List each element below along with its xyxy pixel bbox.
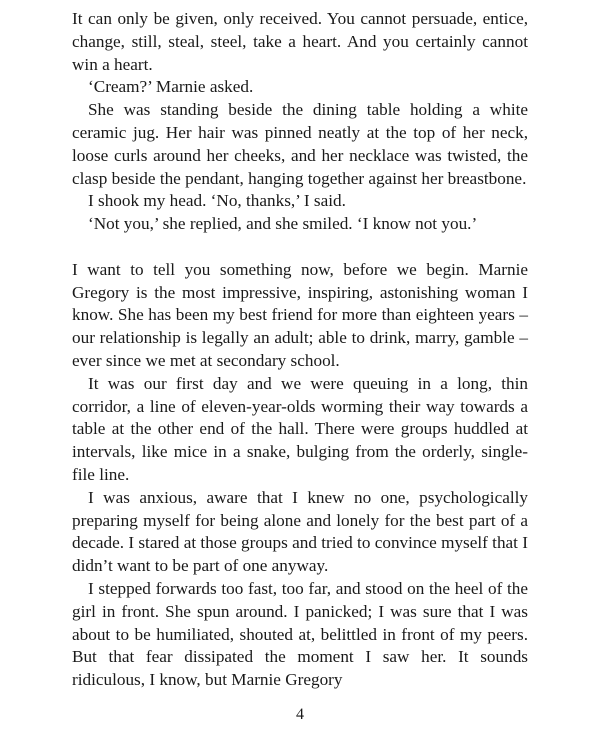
paragraph-marnie-standing: She was standing beside the dining table holding a white ceramic jug. Her hair was pinned neatly at the top of her neck, loose curls around her cheeks, and her necklace was twisted, the clasp beside the pendant, hanging together against her breastbone. [72, 100, 528, 188]
paragraph-stepped-forwards: I stepped forwards too fast, too far, and stood on the heel of the girl in front. She spun around. I panicked; I was sure that I was about to be humiliated, shouted at, belittled in front of my peers. But that fear dissipated the moment I saw her. It sounds ridiculous, I know, but Marnie Gregory [72, 578, 528, 690]
paragraph-not-you: ‘Not you,’ she replied, and she smiled. ‘I know not you.’ [88, 214, 478, 234]
paragraph-cream-question: ‘Cream?’ Marnie asked. [88, 77, 254, 97]
paragraph-no-thanks: I shook my head. ‘No, thanks,’ I said. [88, 191, 346, 211]
book-page [72, 8, 528, 692]
paragraph-first-day: It was our first day and we were queuing in a long, thin corridor, a line of eleven-year-olds worming their way towards a table at the other end of the hall. There were groups huddled at intervals, like mice in a snake, bulging from the orderly, single-file line. [72, 373, 528, 484]
page-number: 4 [296, 706, 304, 723]
section-break [72, 236, 528, 259]
paragraph-before-we-begin: I want to tell you something now, before we begin. Marnie Gregory is the most impressive, inspiring, astonishing woman I know. She has been my best friend for more than eighteen years – our relationship is legally an adult; able to drink, marry, gamble – ever since we met at secondary school. [72, 259, 528, 370]
paragraph-heart: It can only be given, only received. You cannot persuade, entice, change, still, steal, steel, take a heart. And you certainly cannot win a heart. [72, 9, 528, 74]
paragraph-anxious: I was anxious, aware that I knew no one, psychologically preparing myself for being alone and lonely for the best part of a decade. I stared at those groups and tried to convince myself that I didn’t want to be part of one anyway. [72, 487, 528, 576]
